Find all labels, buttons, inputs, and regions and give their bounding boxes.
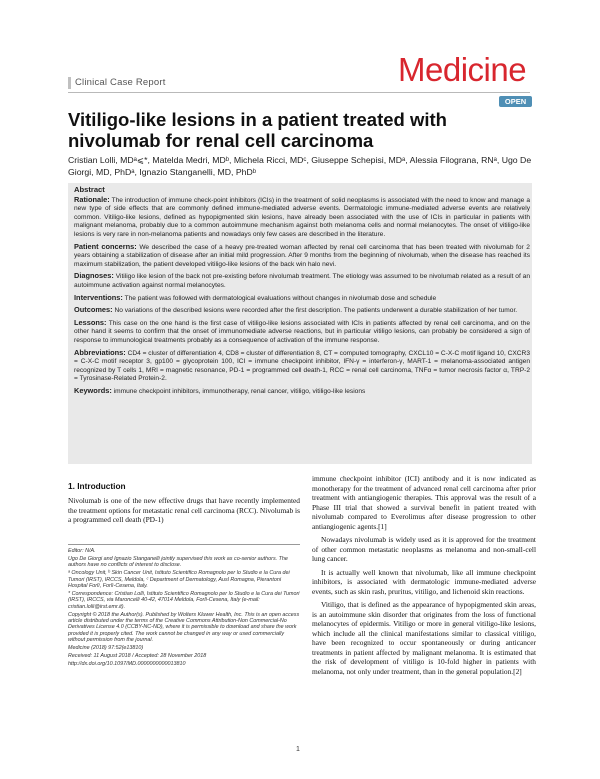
abstract-section: Diagnoses: Vitiligo like lesion of the back not pre-existing before nivolumab treatment. The etiology was assumed to be nivolumab related as a result of an autoimmune activation against normal melanocytes. (74, 271, 530, 289)
left-column (68, 481, 300, 525)
abstract-section: Abbreviations: CD4 = cluster of differentiation 4, CD8 = cluster of differentiation 8, CT = computed tomography, CXCL10 = C-X-C motif ligand 10, CXCR3 = C-X-C motif receptor 3, gp100 = glycoprotein 100, ICI = immune checkpoint inhibitor, IFN-γ = interferon-γ, MART-1 = melanoma-associated antigen recognized by T cells 1, MRI = magnetic resonance, PD-1 = programmed cell death-1, RCC = renal cell carcinoma, TNFα = tumor necrosis factor α, TRP-2 = Tyrosinase-Related Protein-2. (74, 347, 530, 383)
abstract (74, 186, 530, 399)
journal-logo: Medicine (398, 51, 527, 88)
abstract-section: Patient concerns: We described the case of a heavy pre-treated woman affected by renal cell carcinoma that has been treated with nivolumab for 2 years obtaining a stabilization of disease after an initial mild progression. After 9 months from the beginning of nivolumab, when the disease has reached its maximum stabilization, the patient developed vitiligo-like lesions of the back win halo nevi. (74, 241, 530, 268)
open-access-badge: OPEN (499, 96, 532, 107)
footnote: Received: 11 August 2018 / Accepted: 28 November 2018 (68, 653, 207, 660)
header-rule (68, 92, 530, 93)
right-column (312, 474, 536, 680)
footnote: ᵃ Oncology Unit, ᵇ Skin Cancer Unit, Istituto Scientifico Romagnolo per lo Studio e la Cura dei Tumori (IRST), IRCCS, Meldola, ᶜ Department of Dermatology, Ausl Romagna, Pierantoni Hospital Forlì, Forlì-Cesena, Italy. (68, 570, 290, 590)
abstract-title: Abstract (74, 185, 105, 194)
footnote: * Correspondence: Cristian Lolli, Istituto Scientifico Romagnolo per lo Studio e la Cura dei Tumori (IRST), IRCCS, via Maroncelli 40-42, 47014 Meldola, Forlì-Cesena, Italy (e-mail: cristian.lolli@irst.emr.it). (68, 590, 300, 610)
article-title: Vitiligo-like lesions in a patient treated with nivolumab for renal cell carcinoma (68, 109, 447, 151)
intro-paragraph: Nivolumab is one of the new effective drugs that have recently implemented the treatment options for metastatic renal cell carcinoma (RCC). Nivolumab is a programmed cell death (PD-1) (68, 496, 300, 524)
body-paragraph: It is actually well known that nivolumab, like all immune checkpoint inhibitors, is associated with dermatologic immune-mediated adverse events, such as skin rash, pruritus, vitiligo, and lichenoid skin reactions. (312, 567, 536, 596)
footnote: Medicine (2018) 97:52(e13810) (68, 645, 144, 652)
footnote: Editor: N/A. (68, 548, 96, 554)
footnotes (68, 548, 300, 669)
abstract-section: Rationale: The introduction of immune check-point inhibitors (ICIs) in the treatment of solid neoplasms is associated with the need to know and manage a new type of side effects that are commonly defined immune-mediated adverse events. Dermatologic immune-mediated adverse events are relatively common. Vitiligo-like lesions, defined as hypopigmented skin lesions, have already been associated with the use of ICIs in particular in patients with malignant melanoma, probably due to a common autoimmune mechanism against both melanoma cells and normal melanocytes. The onset of vitiligo-like lesions is very rare in non-melanoma patients and nowadays only few cases are described in the literature. (74, 194, 530, 238)
intro-heading: 1. Introduction (68, 481, 126, 491)
body-paragraph: Vitiligo, that is defined as the appearance of hypopigmented skin areas, is an autoimmune skin disorder that originates from the loss of functional melanocytes of epidermis. Vitiligo or more in general vitiligo-like lesions, which include all the clinical manifestations similar to classical vitiligo, have been recognized to occur spontaneously or during anticancer treatments in patient affected by malignant melanoma. It is estimated that the risk of development of vitiligo is 10-fold higher in patients with melanoma, not only under treatment, than in the general population.[2] (312, 600, 536, 676)
page-number: 1 (296, 746, 300, 753)
footnote: Copyright © 2018 the Author(s). Published by Wolters Kluwer Health, Inc. This is an open access article distributed under the terms of the Creative Commons Attribution-Non Commercial-No Derivatives License 4.0 (CCBY-NC-ND), where it is permissible to download and share the work provided it is properly cited. The work cannot be changed in any way or used commercially without permission from the journal. (68, 611, 300, 644)
body-paragraph: immune checkpoint inhibitor (ICI) antibody and it is now indicated as monotherapy for the treatment of advanced renal cell carcinoma after prior treatment with antiangiogenic therapies. This approval was the result of a Phase III trial that showed a survival benefit in patient treated with nivolumab compared to Everolimus after disease progression to other antiangiogenic agents.[1] (312, 474, 536, 531)
body-paragraph: Nowadays nivolumab is widely used as it is approved for the treatment of other common metastatic neoplasms as melanoma and non-small-cell lung cancer. (312, 535, 536, 563)
abstract-section: Lessons: This case on the one hand is the first case of vitiligo-like lesions associated with ICIs in patients affected by renal cell carcinoma, and on the other hand it seems to confirm that the onset of immunomediate adverse reactions, but in particular vitiligo lesions, can probably be considered a sign of response to immunological treatments probably as a consequence of activation of the immune response. (74, 317, 530, 344)
footnote-doi-link[interactable]: http://dx.doi.org/10.1097/MD.0000000000013810 (68, 661, 186, 667)
footnote-rule (68, 544, 300, 545)
section-label: Clinical Case Report (75, 77, 166, 88)
abstract-section: Keywords: immune checkpoint inhibitors, immunotherapy, renal cancer, vitiligo, vitiligo-like lesions (74, 385, 366, 395)
abstract-section: Outcomes: No variations of the described lesions were recorded after the first description. The patients underwent a durable stabilization of her tumor. (74, 305, 518, 315)
abstract-section: Interventions: The patient was followed with dermatological evaluations without changes in nivolumab dose and schedule (74, 292, 437, 302)
section-bar (68, 77, 71, 89)
footnote: Ugo De Giorgi and Ignazio Stanganelli jointly supervised this work as co-senior authors. The authors have no conflicts of interest to disclose. (68, 555, 288, 569)
author-list: Cristian Lolli, MDᵃ⩽*, Matelda Medri, MDᵇ, Michela Ricci, MDᶜ, Giuseppe Schepisi, MDᵃ, Alessia Filograna, RNᵃ, Ugo De Giorgi, MD, PhDᵃ, Ignazio Stanganelli, MD, PhDᵇ (68, 155, 532, 177)
